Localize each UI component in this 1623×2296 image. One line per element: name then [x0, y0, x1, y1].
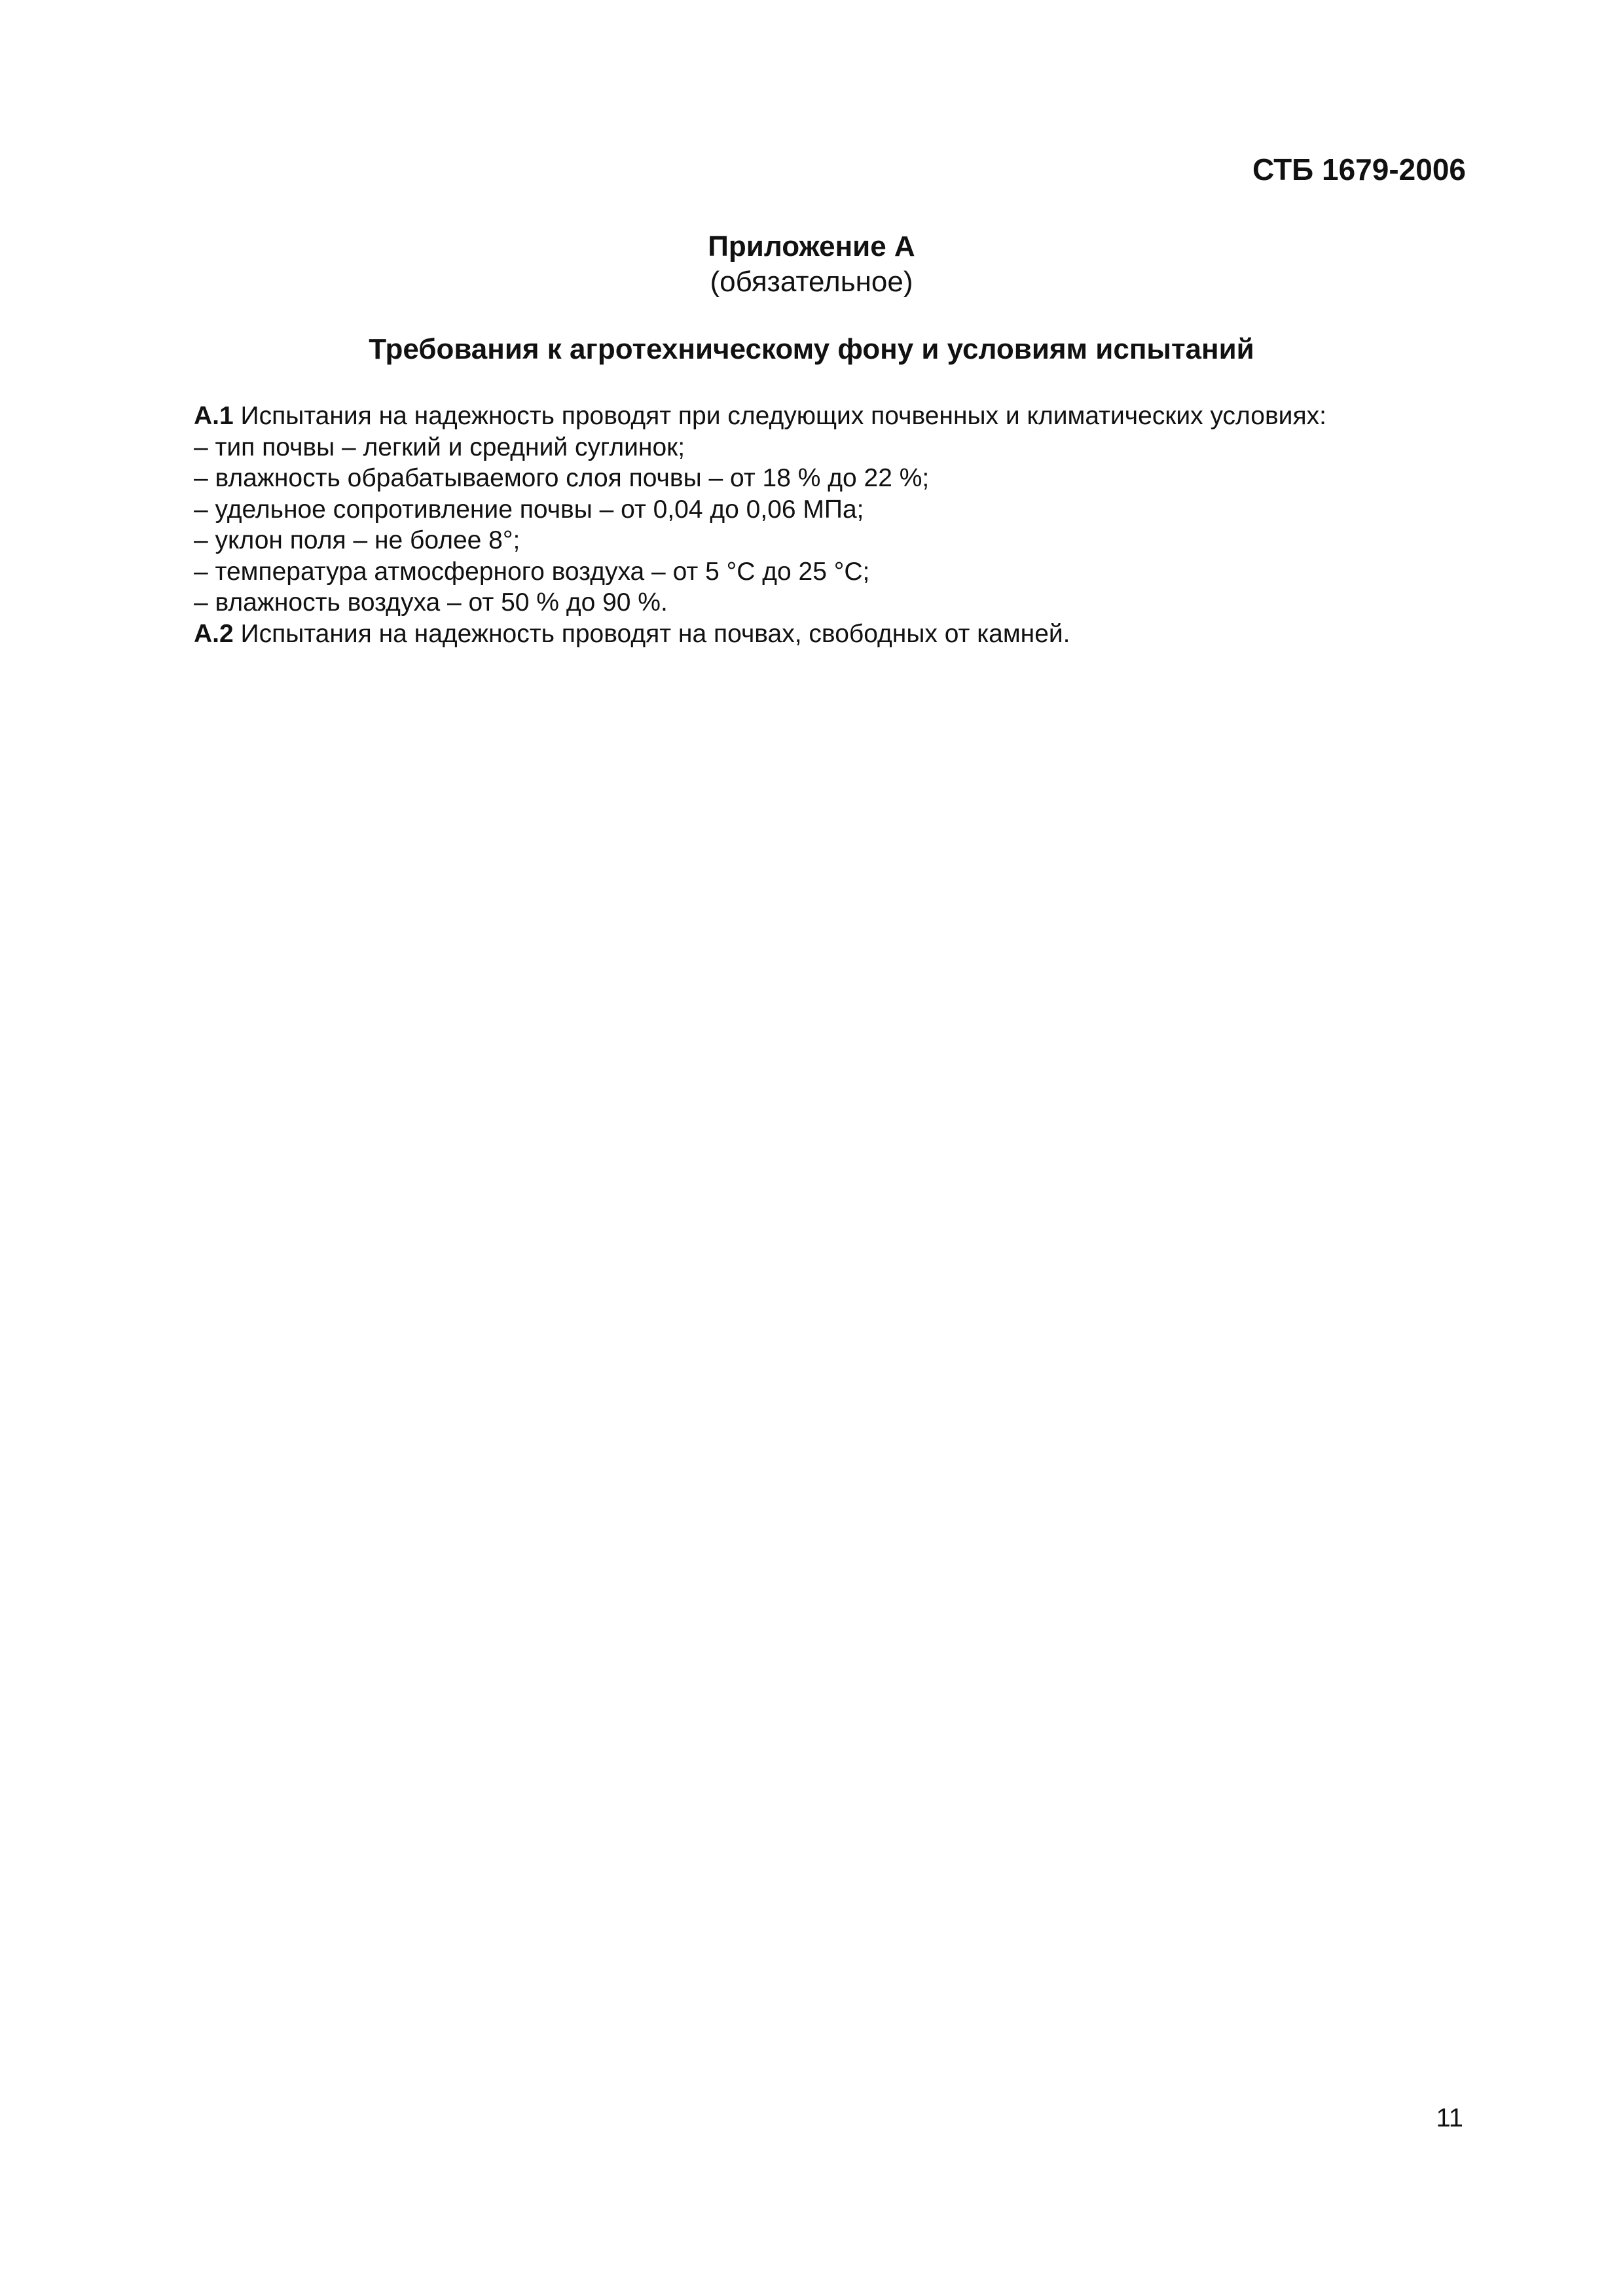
clause-a2-text: Испытания на надежность проводят на почвах, свободных от камней.	[240, 619, 1070, 648]
list-item: – уклон поля – не более 8°;	[194, 526, 520, 554]
page-number: 11	[1436, 2104, 1463, 2132]
list-item: – температура атмосферного воздуха – от 5 °С до 25 °С;	[194, 557, 870, 586]
annex-title: Приложение А	[708, 230, 915, 262]
clause-a1-text: Испытания на надежность проводят при следующих почвенных и климатических условиях:	[240, 402, 1326, 430]
section-heading: Требования к агротехническому фону и условиям испытаний	[369, 333, 1254, 365]
list-item: – тип почвы – легкий и средний суглинок;	[194, 433, 685, 461]
clause-a2	[194, 619, 1477, 650]
clause-a1-number: А.1	[194, 402, 234, 430]
annex-header	[0, 229, 1623, 300]
clause-a1	[194, 401, 1477, 432]
list-item: – влажность воздуха – от 50 % до 90 %.	[194, 588, 668, 617]
list-item: – влажность обрабатываемого слоя почвы – от 18 % до 22 %;	[194, 464, 930, 492]
standard-code: СТБ 1679-2006	[1252, 152, 1466, 187]
list-item: – удельное сопротивление почвы – от 0,04 до 0,06 МПа;	[194, 495, 864, 524]
annex-status: (обязательное)	[710, 266, 913, 298]
clause-a2-number: А.2	[194, 619, 234, 648]
annex-body	[194, 401, 1477, 649]
